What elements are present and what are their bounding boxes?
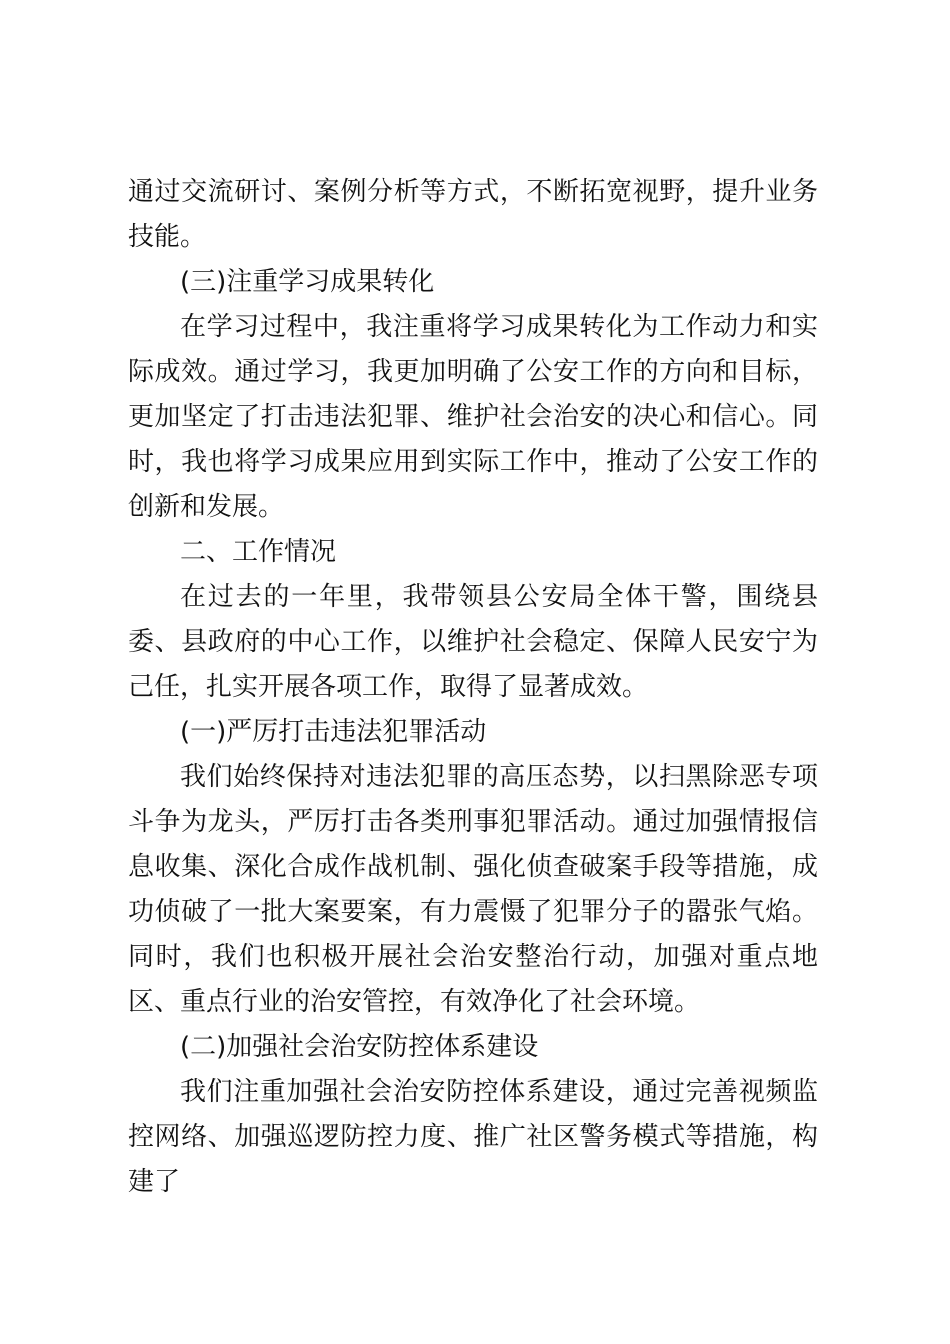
paragraph-crackdown: 我们始终保持对违法犯罪的高压态势，以扫黑除恶专项斗争为龙头，严厉打击各类刑事犯罪活动。通过加强情报信息收集、深化合成作战机制、强化侦查破案手段等措施，成功侦破了一批大案要案，有力震慑了犯罪分子的嚣张气焰。同时，我们也积极开展社会治安整治行动，加强对重点地区、重点行业的治安管控，有效净化了社会环境。 — [128, 762, 818, 1017]
section-heading-prevention-system: (二)加强社会治安防控体系建设 — [180, 1032, 539, 1062]
paragraph-work-status: 在过去的一年里，我带领县公安局全体干警，围绕县委、县政府的中心工作，以维护社会稳定、保障人民安宁为己任，扎实开展各项工作，取得了显著成效。 — [128, 582, 818, 702]
paragraph-prevention-system: 我们注重加强社会治安防控体系建设，通过完善视频监控网络、加强巡逻防控力度、推广社区警务模式等措施，构建了 — [128, 1077, 818, 1197]
section-heading-work-status: 二、工作情况 — [180, 537, 337, 567]
paragraph-continuation: 通过交流研讨、案例分析等方式，不断拓宽视野，提升业务技能。 — [128, 177, 818, 252]
section-heading-learning-outcomes: (三)注重学习成果转化 — [180, 267, 435, 297]
section-heading-crackdown: (一)严厉打击违法犯罪活动 — [180, 717, 487, 747]
paragraph-learning-outcomes: 在学习过程中，我注重将学习成果转化为工作动力和实际成效。通过学习，我更加明确了公安工作的方向和目标，更加坚定了打击违法犯罪、维护社会治安的决心和信心。同时，我也将学习成果应用到实际工作中，推动了公安工作的创新和发展。 — [128, 312, 818, 522]
document-page — [128, 170, 818, 1205]
